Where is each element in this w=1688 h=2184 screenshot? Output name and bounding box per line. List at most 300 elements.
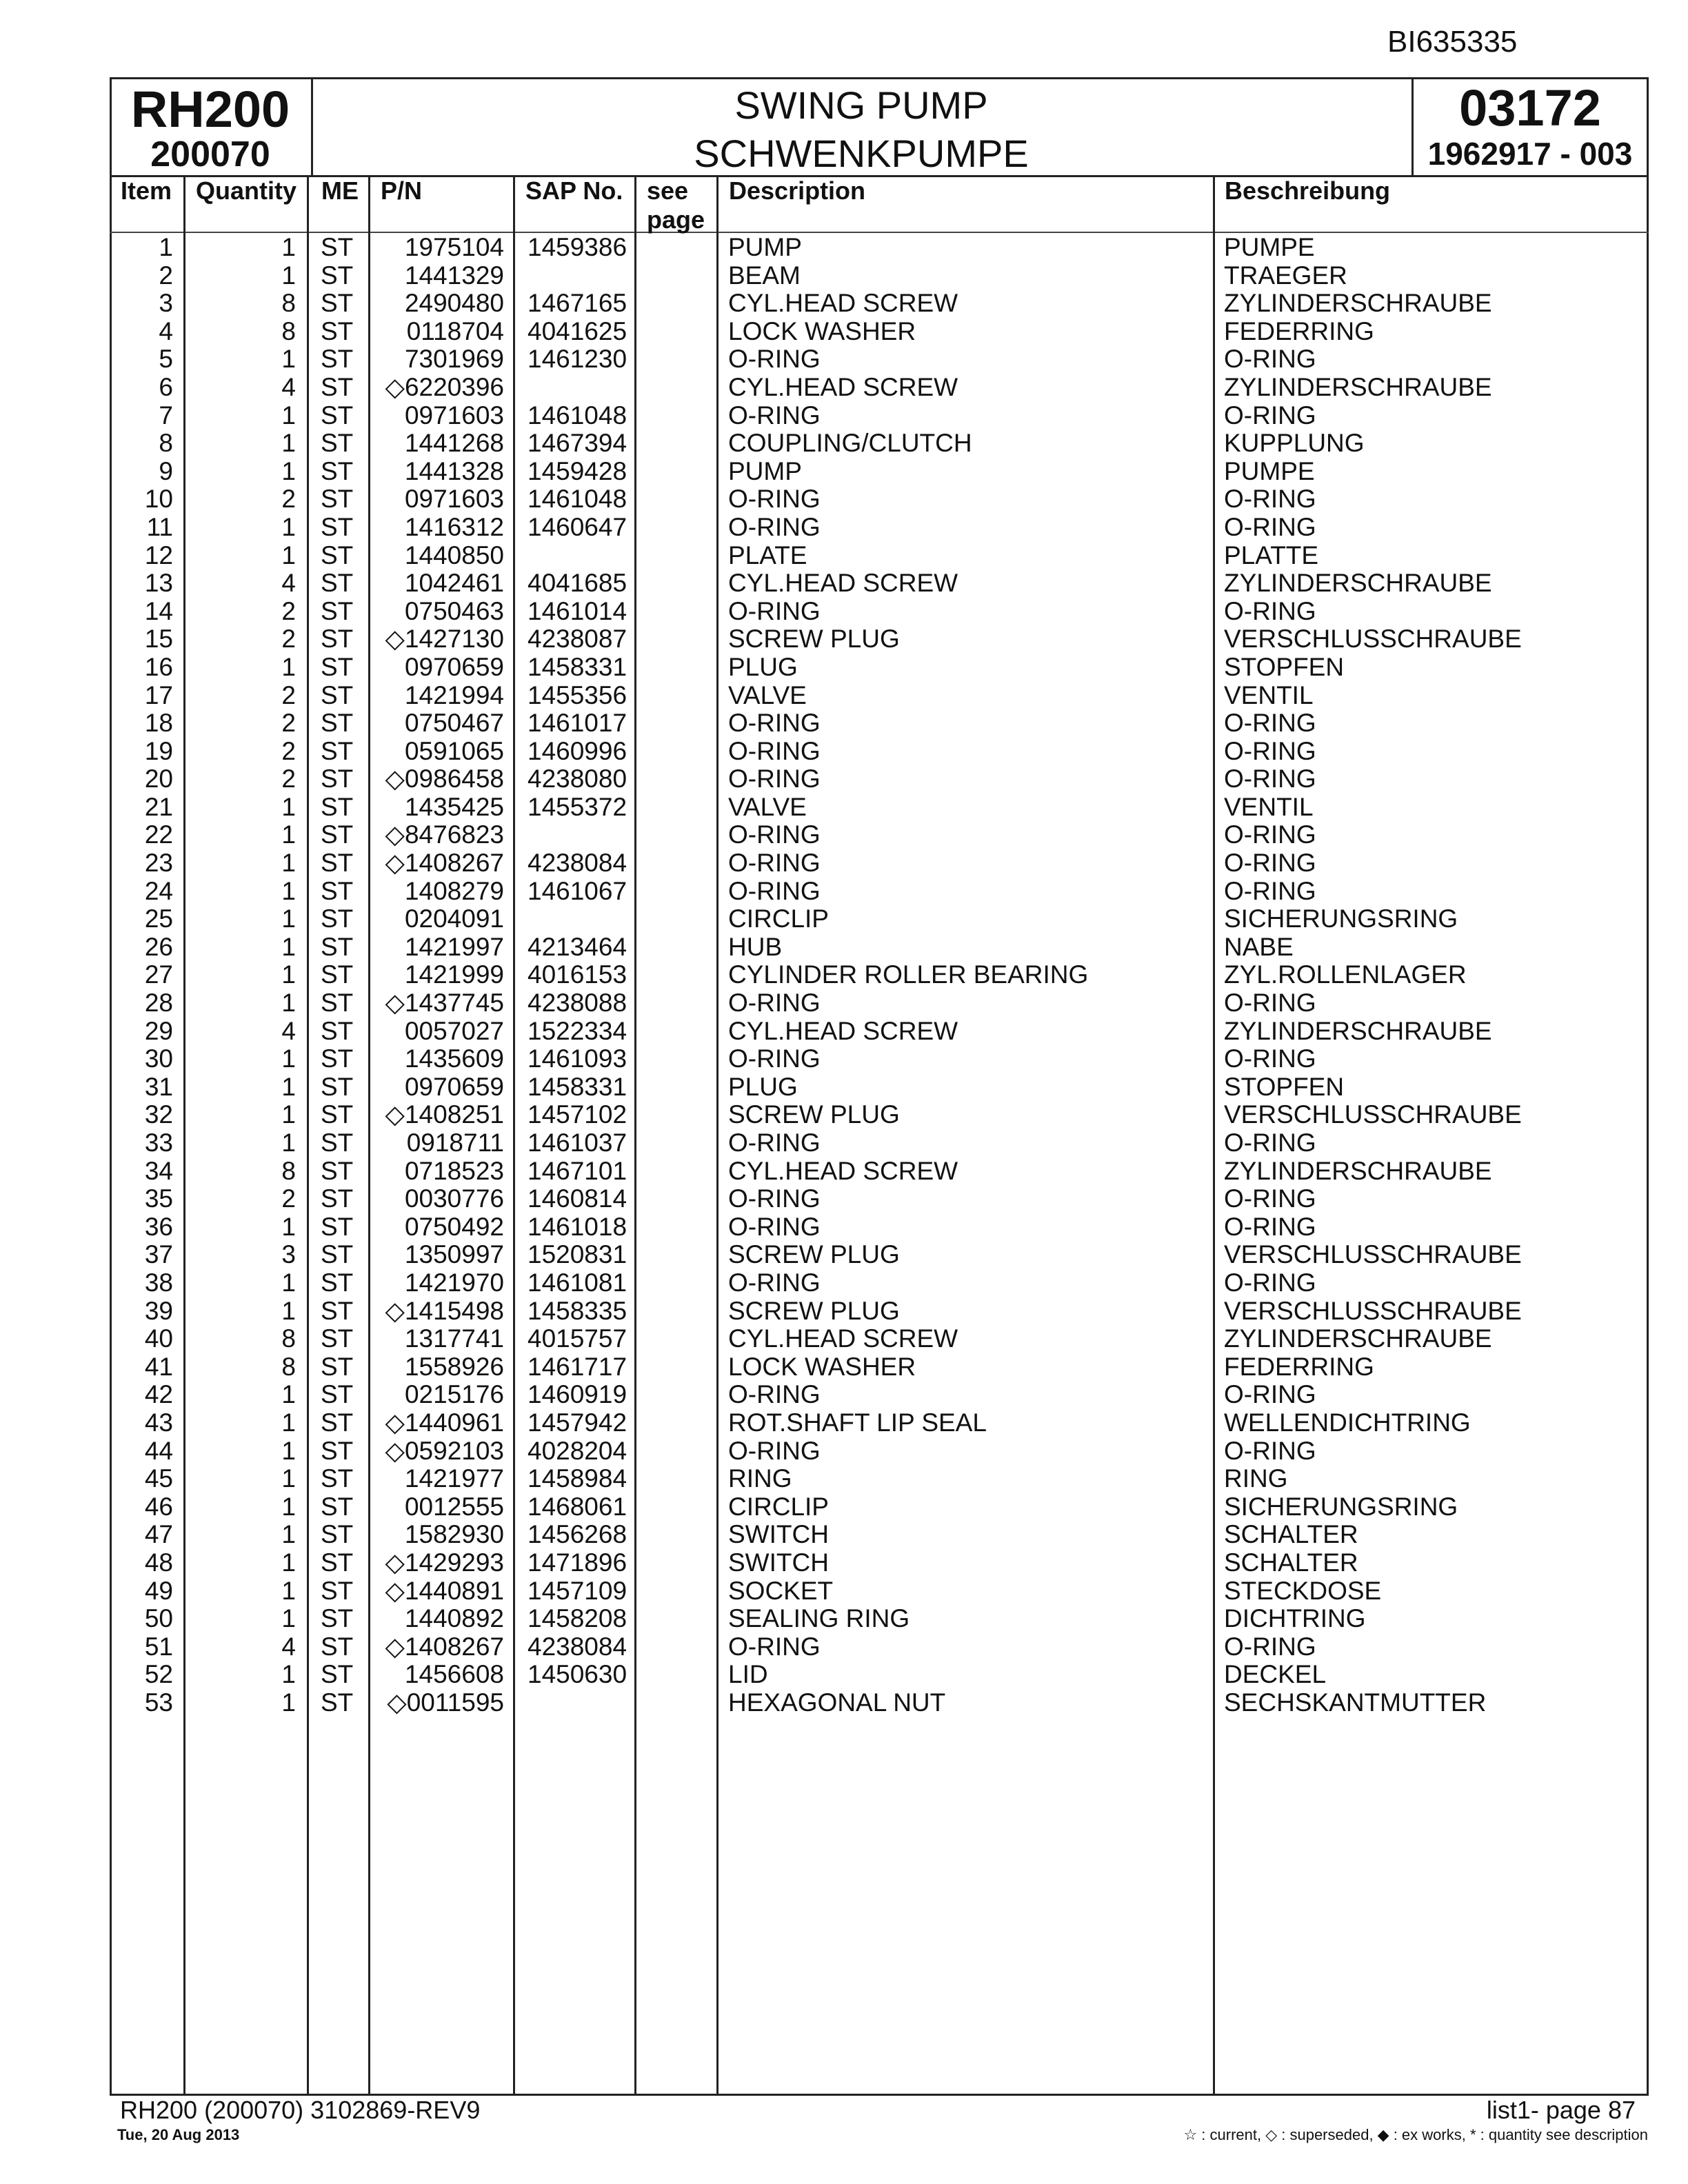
cell-description: O-RING	[728, 1380, 821, 1409]
cell-description: SCREW PLUG	[728, 1240, 900, 1269]
cell-beschreibung: O-RING	[1224, 485, 1316, 514]
cell-me: ST	[321, 904, 354, 933]
cell-beschreibung: O-RING	[1224, 709, 1316, 738]
cell-sap-number: 4238088	[528, 989, 627, 1018]
cell-sap-number: 1460996	[528, 736, 627, 765]
cell-beschreibung: O-RING	[1224, 736, 1316, 765]
cell-beschreibung: O-RING	[1224, 1268, 1316, 1297]
cell-beschreibung: STECKDOSE	[1224, 1576, 1382, 1605]
table-row	[110, 318, 1649, 346]
cell-description: SOCKET	[728, 1576, 834, 1605]
cell-quantity: 1	[281, 1464, 296, 1493]
cell-description: CYL.HEAD SCREW	[728, 569, 958, 598]
cell-beschreibung: SICHERUNGSRING	[1224, 1492, 1458, 1521]
cell-item: 17	[144, 680, 173, 709]
cell-sap-number: 1458335	[528, 1296, 627, 1325]
cell-description: O-RING	[728, 512, 821, 541]
table-row	[110, 1605, 1649, 1633]
cell-item: 43	[144, 1408, 173, 1437]
cell-beschreibung: PUMPE	[1224, 233, 1315, 261]
cell-part-number: ◇0592103	[385, 1436, 504, 1465]
cell-me: ST	[321, 1688, 354, 1717]
serial-number: 200070	[150, 134, 270, 174]
cell-me: ST	[321, 625, 354, 654]
cell-description: RING	[728, 1464, 792, 1493]
cell-quantity: 1	[281, 1436, 296, 1465]
cell-sap-number: 1455372	[528, 792, 627, 821]
cell-quantity: 1	[281, 1212, 296, 1241]
table-row	[110, 402, 1649, 430]
cell-beschreibung: O-RING	[1224, 1380, 1316, 1409]
cell-part-number: ◇1440961	[385, 1408, 504, 1437]
cell-item: 28	[144, 989, 173, 1018]
cell-sap-number: 1461230	[528, 345, 627, 374]
cell-me: ST	[321, 652, 354, 681]
cell-sap-number: 1458331	[528, 652, 627, 681]
cell-item: 37	[144, 1240, 173, 1269]
cell-me: ST	[321, 1604, 354, 1633]
cell-description: CIRCLIP	[728, 904, 829, 933]
cell-me: ST	[321, 1576, 354, 1605]
cell-item: 19	[144, 736, 173, 765]
cell-me: ST	[321, 596, 354, 625]
table-row	[110, 989, 1649, 1018]
cell-quantity: 1	[281, 1296, 296, 1325]
table-row	[110, 1157, 1649, 1186]
cell-quantity: 1	[281, 1380, 296, 1409]
cell-beschreibung: O-RING	[1224, 512, 1316, 541]
cell-me: ST	[321, 876, 354, 905]
cell-item: 26	[144, 932, 173, 961]
cell-part-number: 1440850	[404, 540, 504, 569]
title-german: SCHWENKPUMPE	[694, 132, 1029, 175]
table-row	[110, 598, 1649, 626]
col-header-sap: SAP No.	[525, 176, 623, 205]
title-english: SWING PUMP	[734, 83, 988, 127]
cell-quantity: 1	[281, 1660, 296, 1689]
table-row	[110, 1493, 1649, 1521]
cell-part-number: 2490480	[404, 289, 504, 318]
cell-part-number: 1421970	[404, 1268, 504, 1297]
table-row	[110, 933, 1649, 962]
cell-sap-number: 1458208	[528, 1604, 627, 1633]
cell-sap-number: 1460814	[528, 1184, 627, 1213]
cell-beschreibung: FEDERRING	[1224, 1352, 1374, 1381]
cell-sap-number: 1461014	[528, 596, 627, 625]
table-row	[110, 1661, 1649, 1689]
cell-part-number: 0971603	[404, 485, 504, 514]
cell-beschreibung: O-RING	[1224, 765, 1316, 793]
cell-sap-number: 4238084	[528, 849, 627, 878]
cell-part-number: 0204091	[404, 904, 504, 933]
cell-beschreibung: O-RING	[1224, 596, 1316, 625]
cell-beschreibung: NABE	[1224, 932, 1294, 961]
cell-beschreibung: O-RING	[1224, 989, 1316, 1018]
title-block	[311, 77, 1411, 175]
cell-quantity: 1	[281, 1688, 296, 1717]
cell-part-number: 1441329	[404, 261, 504, 290]
cell-beschreibung: O-RING	[1224, 876, 1316, 905]
cell-me: ST	[321, 1660, 354, 1689]
cell-beschreibung: O-RING	[1224, 1632, 1316, 1661]
table-row	[110, 345, 1649, 374]
cell-me: ST	[321, 792, 354, 821]
cell-sap-number: 4016153	[528, 960, 627, 989]
cell-description: SEALING RING	[728, 1604, 910, 1633]
cell-description: O-RING	[728, 820, 821, 849]
cell-me: ST	[321, 932, 354, 961]
table-row	[110, 1577, 1649, 1606]
cell-part-number: 1441328	[404, 456, 504, 485]
cell-quantity: 1	[281, 1548, 296, 1577]
table-row	[110, 1521, 1649, 1549]
cell-description: LOCK WASHER	[728, 316, 916, 345]
table-row	[110, 849, 1649, 878]
cell-item: 45	[144, 1464, 173, 1493]
table-row	[110, 1353, 1649, 1382]
cell-me: ST	[321, 960, 354, 989]
cell-item: 39	[144, 1296, 173, 1325]
col-header-see-page: see page	[647, 176, 705, 234]
cell-quantity: 1	[281, 1576, 296, 1605]
cell-description: O-RING	[728, 1129, 821, 1157]
cell-item: 49	[144, 1576, 173, 1605]
cell-beschreibung: ZYLINDERSCHRAUBE	[1224, 372, 1492, 401]
cell-description: CYLINDER ROLLER BEARING	[728, 960, 1089, 989]
cell-description: O-RING	[728, 989, 821, 1018]
cell-part-number: 1042461	[404, 569, 504, 598]
cell-part-number: 0750467	[404, 709, 504, 738]
cell-beschreibung: ZYL.ROLLENLAGER	[1224, 960, 1467, 989]
cell-part-number: 1421997	[404, 932, 504, 961]
cell-quantity: 8	[281, 1352, 296, 1381]
table-row	[110, 654, 1649, 682]
cell-quantity: 2	[281, 625, 296, 654]
cell-item: 44	[144, 1436, 173, 1465]
col-header-me: ME	[321, 176, 359, 205]
cell-part-number: 0718523	[404, 1156, 504, 1185]
cell-quantity: 1	[281, 820, 296, 849]
table-row	[110, 682, 1649, 710]
cell-me: ST	[321, 1324, 354, 1353]
cell-beschreibung: TRAEGER	[1224, 261, 1347, 290]
table-row	[110, 1381, 1649, 1409]
cell-sap-number: 1457109	[528, 1576, 627, 1605]
cell-me: ST	[321, 1492, 354, 1521]
cell-description: SCREW PLUG	[728, 1296, 900, 1325]
cell-part-number: ◇1408267	[385, 1632, 504, 1661]
cell-beschreibung: KUPPLUNG	[1224, 429, 1365, 458]
cell-me: ST	[321, 1129, 354, 1157]
table-row	[110, 961, 1649, 989]
cell-quantity: 1	[281, 960, 296, 989]
model-name: RH200	[130, 81, 290, 138]
cell-me: ST	[321, 1352, 354, 1381]
cell-quantity: 1	[281, 1072, 296, 1101]
cell-quantity: 1	[281, 1268, 296, 1297]
cell-item: 9	[159, 456, 173, 485]
cell-description: O-RING	[728, 849, 821, 878]
cell-item: 8	[159, 429, 173, 458]
cell-description: O-RING	[728, 596, 821, 625]
cell-beschreibung: O-RING	[1224, 1044, 1316, 1073]
cell-sap-number: 1467101	[528, 1156, 627, 1185]
cell-me: ST	[321, 765, 354, 793]
group-block	[1411, 77, 1649, 175]
cell-description: PLATE	[728, 540, 807, 569]
cell-quantity: 1	[281, 1492, 296, 1521]
cell-quantity: 8	[281, 1156, 296, 1185]
col-header-description: Description	[729, 176, 866, 205]
cell-sap-number: 4028204	[528, 1436, 627, 1465]
cell-part-number: 1435609	[404, 1044, 504, 1073]
parts-table-body	[110, 234, 1649, 1717]
cell-part-number: 0970659	[404, 652, 504, 681]
table-row	[110, 1269, 1649, 1297]
cell-description: PUMP	[728, 456, 802, 485]
cell-description: HUB	[728, 932, 783, 961]
cell-part-number: 0118704	[406, 316, 504, 345]
cell-part-number: 0215176	[404, 1380, 504, 1409]
cell-me: ST	[321, 345, 354, 374]
table-row	[110, 514, 1649, 542]
cell-item: 23	[144, 849, 173, 878]
cell-item: 32	[144, 1100, 173, 1129]
table-row	[110, 1297, 1649, 1326]
cell-me: ST	[321, 1184, 354, 1213]
cell-description: SWITCH	[728, 1520, 829, 1549]
cell-item: 51	[144, 1632, 173, 1661]
cell-description: SCREW PLUG	[728, 625, 900, 654]
cell-beschreibung: STOPFEN	[1224, 1072, 1345, 1101]
cell-me: ST	[321, 512, 354, 541]
cell-sap-number: 4041685	[528, 569, 627, 598]
cell-me: ST	[321, 316, 354, 345]
cell-part-number: 0971603	[404, 401, 504, 429]
cell-part-number: 0057027	[404, 1016, 504, 1045]
cell-me: ST	[321, 429, 354, 458]
table-row	[110, 1073, 1649, 1102]
header-divider	[311, 77, 313, 175]
cell-sap-number: 1461018	[528, 1212, 627, 1241]
cell-part-number: ◇1429293	[385, 1548, 504, 1577]
cell-beschreibung: O-RING	[1224, 1436, 1316, 1465]
cell-me: ST	[321, 569, 354, 598]
col-header-beschreibung: Beschreibung	[1225, 176, 1391, 205]
cell-quantity: 4	[281, 1016, 296, 1045]
table-row	[110, 542, 1649, 570]
cell-item: 25	[144, 904, 173, 933]
cell-item: 11	[146, 512, 173, 541]
cell-description: O-RING	[728, 1268, 821, 1297]
table-row	[110, 1213, 1649, 1242]
cell-item: 30	[144, 1044, 173, 1073]
cell-part-number: 1421999	[404, 960, 504, 989]
cell-me: ST	[321, 820, 354, 849]
table-row	[110, 290, 1649, 318]
table-row	[110, 1018, 1649, 1046]
cell-me: ST	[321, 1156, 354, 1185]
cell-sap-number: 1461037	[528, 1129, 627, 1157]
cell-part-number: 0918711	[406, 1129, 504, 1157]
cell-part-number: 1421977	[404, 1464, 504, 1493]
cell-sap-number: 1461093	[528, 1044, 627, 1073]
table-row	[110, 1325, 1649, 1353]
col-header-quantity: Quantity	[196, 176, 297, 205]
cell-me: ST	[321, 1296, 354, 1325]
cell-quantity: 1	[281, 401, 296, 429]
cell-part-number: ◇1408251	[385, 1100, 504, 1129]
cell-me: ST	[321, 1072, 354, 1101]
cell-sap-number: 1457102	[528, 1100, 627, 1129]
cell-quantity: 8	[281, 289, 296, 318]
cell-me: ST	[321, 289, 354, 318]
table-row	[110, 262, 1649, 290]
cell-beschreibung: VENTIL	[1224, 680, 1314, 709]
cell-item: 15	[144, 625, 173, 654]
cell-beschreibung: STOPFEN	[1224, 652, 1345, 681]
cell-quantity: 1	[281, 512, 296, 541]
table-row	[110, 1437, 1649, 1466]
cell-me: ST	[321, 680, 354, 709]
cell-me: ST	[321, 233, 354, 261]
cell-item: 2	[159, 261, 173, 290]
cell-beschreibung: O-RING	[1224, 1184, 1316, 1213]
cell-item: 35	[144, 1184, 173, 1213]
cell-me: ST	[321, 1464, 354, 1493]
cell-part-number: ◇1415498	[385, 1296, 504, 1325]
cell-part-number: 1421994	[404, 680, 504, 709]
cell-part-number: 1582930	[404, 1520, 504, 1549]
cell-part-number: 1456608	[404, 1660, 504, 1689]
cell-quantity: 1	[281, 1044, 296, 1073]
cell-item: 48	[144, 1548, 173, 1577]
cell-description: CYL.HEAD SCREW	[728, 1156, 958, 1185]
table-row	[110, 878, 1649, 906]
cell-part-number: 1440892	[404, 1604, 504, 1633]
cell-item: 5	[159, 345, 173, 374]
cell-description: O-RING	[728, 401, 821, 429]
table-row	[110, 458, 1649, 486]
cell-quantity: 1	[281, 904, 296, 933]
cell-item: 4	[159, 316, 173, 345]
cell-sap-number: 1460919	[528, 1380, 627, 1409]
cell-description: O-RING	[728, 709, 821, 738]
col-header-item: Item	[121, 176, 172, 205]
cell-beschreibung: VERSCHLUSSCHRAUBE	[1224, 1296, 1522, 1325]
cell-sap-number: 4015757	[528, 1324, 627, 1353]
cell-beschreibung: SICHERUNGSRING	[1224, 904, 1458, 933]
cell-description: O-RING	[728, 736, 821, 765]
cell-item: 34	[144, 1156, 173, 1185]
table-row	[110, 765, 1649, 793]
cell-description: O-RING	[728, 1436, 821, 1465]
cell-item: 31	[144, 1072, 173, 1101]
footer-date: Tue, 20 Aug 2013	[117, 2126, 240, 2143]
cell-description: O-RING	[728, 765, 821, 793]
cell-description: LOCK WASHER	[728, 1352, 916, 1381]
cell-beschreibung: VENTIL	[1224, 792, 1314, 821]
cell-quantity: 2	[281, 709, 296, 738]
group-number: 03172	[1459, 79, 1601, 136]
table-row	[110, 793, 1649, 822]
cell-sap-number: 1459428	[528, 456, 627, 485]
cell-me: ST	[321, 1520, 354, 1549]
cell-item: 12	[144, 540, 173, 569]
table-row	[110, 234, 1649, 262]
cell-sap-number: 1520831	[528, 1240, 627, 1269]
cell-beschreibung: O-RING	[1224, 345, 1316, 374]
cell-item: 47	[144, 1520, 173, 1549]
cell-part-number: ◇8476823	[385, 820, 504, 849]
table-row	[110, 709, 1649, 738]
cell-item: 1	[159, 233, 173, 261]
cell-me: ST	[321, 372, 354, 401]
table-row	[110, 1549, 1649, 1577]
cell-part-number: 1558926	[404, 1352, 504, 1381]
cell-beschreibung: VERSCHLUSSCHRAUBE	[1224, 625, 1522, 654]
cell-quantity: 1	[281, 345, 296, 374]
cell-description: O-RING	[728, 485, 821, 514]
cell-part-number: 0750492	[404, 1212, 504, 1241]
cell-me: ST	[321, 1632, 354, 1661]
table-row	[110, 569, 1649, 598]
cell-part-number: 1317741	[404, 1324, 504, 1353]
cell-description: CYL.HEAD SCREW	[728, 1324, 958, 1353]
cell-beschreibung: PUMPE	[1224, 456, 1315, 485]
cell-item: 16	[144, 652, 173, 681]
table-row	[110, 905, 1649, 933]
cell-part-number: 1435425	[404, 792, 504, 821]
cell-quantity: 1	[281, 1604, 296, 1633]
cell-description: SCREW PLUG	[728, 1100, 900, 1129]
cell-quantity: 1	[281, 233, 296, 261]
cell-item: 6	[159, 372, 173, 401]
cell-sap-number: 1458331	[528, 1072, 627, 1101]
header-divider	[1411, 77, 1414, 175]
cell-beschreibung: O-RING	[1224, 849, 1316, 878]
cell-part-number: ◇1427130	[385, 625, 504, 654]
cell-quantity: 2	[281, 1184, 296, 1213]
cell-description: CYL.HEAD SCREW	[728, 1016, 958, 1045]
cell-description: O-RING	[728, 1212, 821, 1241]
cell-beschreibung: ZYLINDERSCHRAUBE	[1224, 1324, 1492, 1353]
cell-quantity: 3	[281, 1240, 296, 1269]
cell-beschreibung: PLATTE	[1224, 540, 1319, 569]
cell-quantity: 1	[281, 932, 296, 961]
cell-me: ST	[321, 1548, 354, 1577]
model-block	[110, 77, 311, 175]
cell-description: CIRCLIP	[728, 1492, 829, 1521]
cell-part-number: 0030776	[404, 1184, 504, 1213]
cell-part-number: ◇0986458	[385, 765, 504, 793]
cell-quantity: 1	[281, 261, 296, 290]
cell-quantity: 1	[281, 792, 296, 821]
cell-sap-number: 1450630	[528, 1660, 627, 1689]
cell-quantity: 1	[281, 456, 296, 485]
cell-part-number: 1441268	[404, 429, 504, 458]
cell-quantity: 2	[281, 596, 296, 625]
cell-me: ST	[321, 1408, 354, 1437]
cell-sap-number: 1456268	[528, 1520, 627, 1549]
table-row	[110, 1465, 1649, 1493]
footer-page: list1- page 87	[1486, 2096, 1636, 2124]
cell-description: SWITCH	[728, 1548, 829, 1577]
cell-beschreibung: SECHSKANTMUTTER	[1224, 1688, 1487, 1717]
cell-sap-number: 4213464	[528, 932, 627, 961]
cell-beschreibung: O-RING	[1224, 1212, 1316, 1241]
cell-beschreibung: ZYLINDERSCHRAUBE	[1224, 569, 1492, 598]
